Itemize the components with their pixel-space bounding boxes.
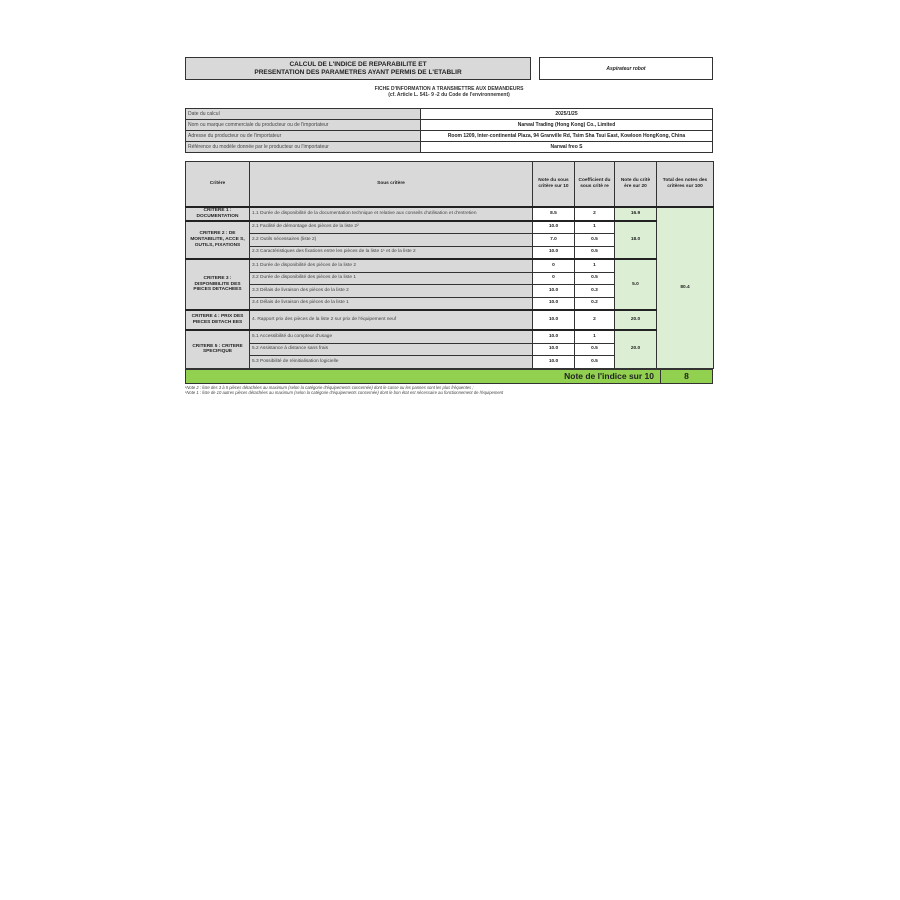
index-row [185,369,713,384]
sub-criterion-label: 3.2 Durée de disponibilité des pièces de la liste 1 [250,272,533,285]
total-score: 80.4 [657,207,714,368]
criteria-table [185,161,714,369]
index-label: Note de l'indice sur 10 [186,369,661,383]
sub-criterion-note: 10.0 [533,297,575,310]
info-value: Narwal Trading (Hong Kong) Co., Limited [421,120,713,131]
criterion-score: 18.0 [615,221,657,260]
info-label: Date du calcul [186,109,421,120]
sub-criterion-coef: 1 [575,259,615,272]
sub-criterion-note: 10.0 [533,221,575,234]
sub-criterion-note: 10.0 [533,310,575,330]
sub-criterion-coef: 0.5 [575,246,615,259]
sub-criterion-coef: 0.5 [575,343,615,356]
criterion-label: CRITERE 1 : DOCUMENTATION [186,207,250,221]
criterion-score: 5.0 [615,259,657,310]
criterion-label: CRITERE 4 : PRIX DES PIECES DETACH EES [186,310,250,330]
sub-criterion-coef: 2 [575,310,615,330]
fiche-line2: (cf. Article L. 541- 9 -2 du Code de l'environnement) [388,92,510,98]
sub-criterion-label: 3.3 Délais de livraison des pièces de la liste 2 [250,285,533,298]
table-row [186,259,714,272]
header-table [185,57,713,80]
criterion-score: 20.0 [615,310,657,330]
table-row [186,207,714,221]
col-note-sous-critere: Note du sous critère sur 10 [533,162,575,208]
col-sous-critere: Sous critère [250,162,533,208]
info-label: Référence du modèle donnée par le producteur ou l'importateur [186,142,421,153]
sub-criterion-label: 2.2 Outils nécessaires (liste 2) [250,234,533,247]
sheet-title-line2: PRESENTATION DES PARAMETRES AYANT PERMIS DE L'ETABLIR [254,68,462,76]
sub-criterion-label: 4. Rapport prix des pièces de la liste 2 sur prix de l'équipement neuf [250,310,533,330]
sub-criterion-coef: 0.2 [575,297,615,310]
sub-criterion-note: 8.5 [533,207,575,221]
info-row [186,109,713,120]
footnote-2: ¹Note 2 : liste des 3 à 5 pièces détachées au maximum (selon la catégorie d'équipements concernée) dont le casse ou les pannes sont les plus fréquentes ; [185,384,474,390]
sub-criterion-coef: 0.5 [575,234,615,247]
sub-criterion-coef: 0.3 [575,285,615,298]
sub-criterion-note: 7.0 [533,234,575,247]
criterion-score: 16.9 [615,207,657,221]
product-category: Aspirateur robot [540,58,713,80]
sub-criterion-coef: 1 [575,330,615,343]
fiche-line1: FICHE D'INFORMATION A TRANSMETTRE AUX DEMANDEURS [374,86,524,92]
footnote-1: ¹Note 1 : liste de 10 autres pièces détachées au maximum (selon la catégorie d'équipements concernée) dont le bon état est nécessaire au fonctionnement de l'équipement [185,389,504,395]
col-coefficient: Coefficient du sous critè re [575,162,615,208]
sub-criterion-label: 3.4 Délais de livraison des pièces de la liste 1 [250,297,533,310]
info-value: Narwal freo S [421,142,713,153]
table-row [186,310,714,330]
criterion-label: CRITERE 5 : CRITERE SPECIFIQUE [186,330,250,368]
info-row [186,142,713,153]
sub-criterion-label: 2.1 Facilité de démontage des pièces de la liste 2² [250,221,533,234]
sub-criterion-coef: 0.5 [575,356,615,369]
sub-criterion-note: 0 [533,259,575,272]
sub-criterion-label: 5.3 Possibilité de réinitialisation logicielle [250,356,533,369]
sub-criterion-coef: 1 [575,221,615,234]
col-total: Total des notes des critères sur 100 [657,162,714,208]
sub-criterion-note: 0 [533,272,575,285]
index-value: 8 [661,369,713,383]
sub-criterion-note: 10.0 [533,356,575,369]
criteria-header-row [186,162,714,208]
info-table [185,108,713,153]
col-critere: Critère [186,162,250,208]
repairability-sheet [185,57,713,395]
sub-criterion-note: 10.0 [533,343,575,356]
sub-criterion-label: 5.2 Assistance à distance sans frais [250,343,533,356]
sheet-title-line1: CALCUL DE L'INDICE DE REPARABILITE ET [289,61,427,68]
sub-criterion-label: 3.1 Durée de disponibilité des pièces de la liste 2 [250,259,533,272]
sub-criterion-label: 2.3 Caractéristiques des fixations entre les pièces de la liste 1¹ et de la liste 2 [250,246,533,259]
sub-criterion-coef: 0.5 [575,272,615,285]
table-row [186,330,714,343]
sub-criterion-label: 5.1 Accessibilité du compteur d'usage [250,330,533,343]
fiche-heading [185,86,713,98]
info-row [186,120,713,131]
info-row [186,131,713,142]
criterion-label: CRITERE 3 : DISPONIBILITE DES PIECES DETACHEES [186,259,250,310]
info-value: Room 1209, Inter-continental Plaza, 94 Granville Rd, Tsim Sha Tsui East, Kowloon HongKong, China [421,131,713,142]
table-row [186,221,714,234]
sub-criterion-note: 10.0 [533,330,575,343]
criterion-label: CRITERE 2 : DE MONTABILITE, ACCE S, OUTILS, FIXATIONS [186,221,250,260]
info-label: Nom ou marque commerciale du producteur ou de l'importateur [186,120,421,131]
sub-criterion-note: 10.0 [533,285,575,298]
sub-criterion-label: 1.1 Durée de disponibilité de la documentation technique et relative aux conseils d'utilisation et d'entretien [250,207,533,221]
criterion-score: 20.0 [615,330,657,368]
info-value: 2025/1/25 [421,109,713,120]
info-label: Adresse du producteur ou de l'importateur [186,131,421,142]
sheet-title [186,58,531,80]
col-note-critere: Note du critè ère sur 20 [615,162,657,208]
footnotes [185,385,713,395]
sub-criterion-coef: 2 [575,207,615,221]
sub-criterion-note: 10.0 [533,246,575,259]
